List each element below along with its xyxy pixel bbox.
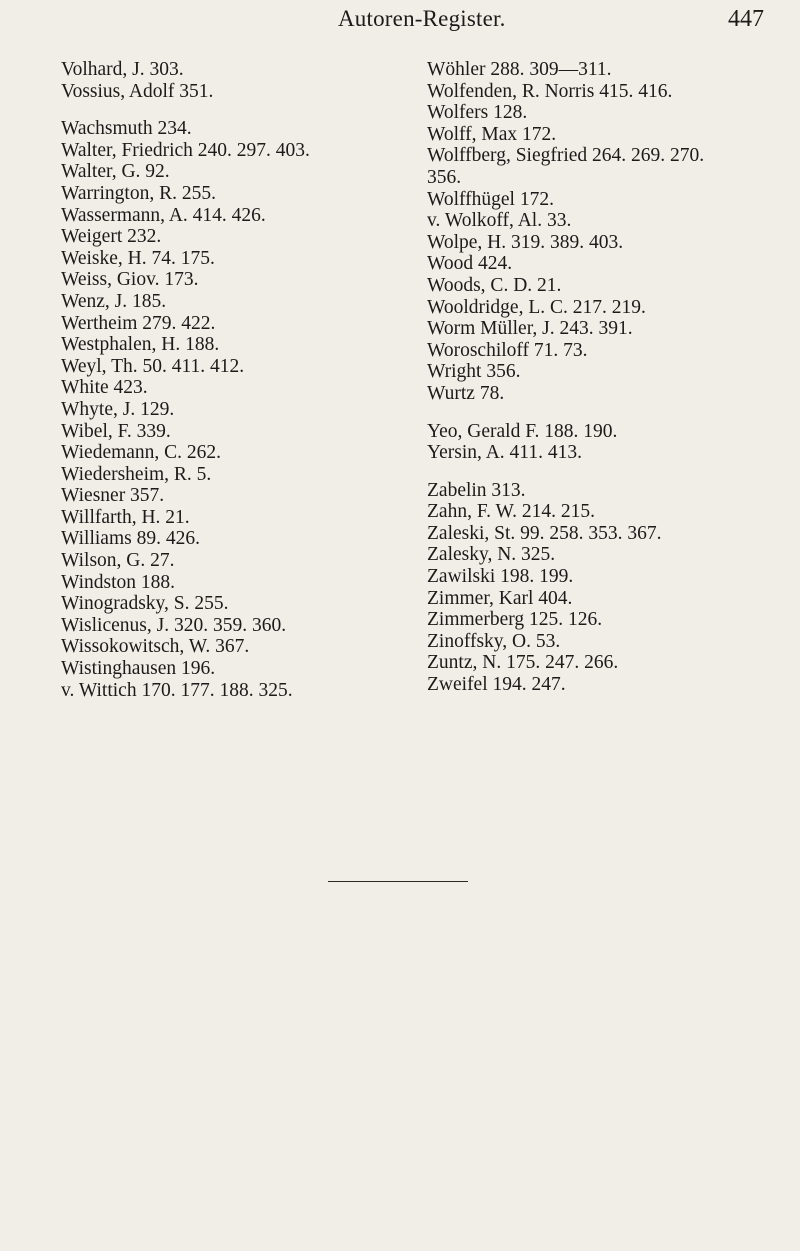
- index-entry: v. Wolkoff, Al. 33.: [427, 210, 572, 232]
- index-entry: Woods, C. D. 21.: [427, 274, 562, 296]
- page-number: 447: [728, 6, 764, 32]
- index-entry: Wissokowitsch, W. 367.: [61, 636, 250, 658]
- letter-group-gap: [427, 405, 787, 421]
- index-entry: Zimmerberg 125. 126.: [427, 609, 603, 631]
- index-entry: Williams 89. 426.: [61, 528, 200, 550]
- index-entry: White 423.: [61, 377, 148, 399]
- index-entry: Walter, Friedrich 240. 297. 403.: [61, 139, 310, 161]
- index-entry: Wenz, J. 185.: [61, 290, 167, 312]
- index-entry: Zuntz, N. 175. 247. 266.: [427, 652, 619, 674]
- letter-group-gap: [427, 464, 787, 480]
- index-entry: Woroschiloff 71. 73.: [427, 339, 588, 361]
- index-column-right: [427, 59, 787, 696]
- index-entry: Yersin, A. 411. 413.: [427, 442, 582, 464]
- end-rule: [328, 881, 468, 882]
- index-entry: Zaleski, St. 99. 258. 353. 367.: [427, 522, 662, 544]
- index-column-left: [61, 59, 401, 701]
- index-entry: Wurtz 78.: [427, 382, 505, 404]
- index-entry: Yeo, Gerald F. 188. 190.: [427, 420, 618, 442]
- index-entry: Zinoffsky, O. 53.: [427, 630, 561, 652]
- index-entry: Wislicenus, J. 320. 359. 360.: [61, 614, 287, 636]
- index-entry: Weiss, Giov. 173.: [61, 269, 199, 291]
- index-entry: Wilson, G. 27.: [61, 550, 175, 572]
- index-entry: Walter, G. 92.: [61, 161, 170, 183]
- index-entry: Windston 188.: [61, 571, 176, 593]
- index-entry: Zawilski 198. 199.: [427, 566, 574, 588]
- index-entry: Wassermann, A. 414. 426.: [61, 204, 266, 226]
- index-entry: Willfarth, H. 21.: [61, 506, 190, 528]
- index-entry: Wachsmuth 234.: [61, 118, 192, 140]
- index-entry: Whyte, J. 129.: [61, 398, 175, 420]
- index-entry: Wright 356.: [427, 361, 521, 383]
- index-entry: Worm Müller, J. 243. 391.: [427, 318, 633, 340]
- running-title: Autoren-Register.: [338, 6, 506, 31]
- index-entry: v. Wittich 170. 177. 188. 325.: [61, 679, 293, 701]
- index-entry: Zalesky, N. 325.: [427, 544, 556, 566]
- index-entry: Wiedemann, C. 262.: [61, 442, 222, 464]
- index-entry: Wolpe, H. 319. 389. 403.: [427, 231, 624, 253]
- index-entry: Wolfers 128.: [427, 102, 528, 124]
- index-entry: Wistinghausen 196.: [61, 658, 216, 680]
- index-entry: Weyl, Th. 50. 411. 412.: [61, 355, 245, 377]
- index-entry: Wertheim 279. 422.: [61, 312, 216, 334]
- index-entry: Wooldridge, L. C. 217. 219.: [427, 296, 646, 318]
- index-entry: Warrington, R. 255.: [61, 182, 216, 204]
- index-entry: Weigert 232.: [61, 226, 162, 248]
- page-header: [0, 6, 800, 36]
- letter-group-gap: [61, 102, 401, 118]
- index-entry: Wibel, F. 339.: [61, 420, 171, 442]
- index-entry: 356.: [427, 166, 462, 188]
- index-entry: Zabelin 313.: [427, 479, 526, 501]
- index-entry: Zweifel 194. 247.: [427, 674, 566, 696]
- index-entry: Winogradsky, S. 255.: [61, 593, 229, 615]
- index-entry: Wöhler 288. 309—311.: [427, 59, 612, 80]
- index-entry: Volhard, J. 303.: [61, 59, 184, 80]
- index-entry: Wolffhügel 172.: [427, 188, 554, 210]
- index-entry: Zimmer, Karl 404.: [427, 587, 573, 609]
- index-entry: Westphalen, H. 188.: [61, 334, 220, 356]
- index-entry: Weiske, H. 74. 175.: [61, 247, 215, 269]
- index-entry: Vossius, Adolf 351.: [61, 80, 214, 102]
- index-entry: Zahn, F. W. 214. 215.: [427, 501, 595, 523]
- index-entry: Wiesner 357.: [61, 485, 165, 507]
- index-entry: Wiedersheim, R. 5.: [61, 463, 212, 485]
- index-entry: Wolff, Max 172.: [427, 123, 557, 145]
- index-entry: Wolffberg, Siegfried 264. 269. 270.: [427, 145, 705, 167]
- index-entry: Wolfenden, R. Norris 415. 416.: [427, 80, 673, 102]
- index-entry: Wood 424.: [427, 253, 513, 275]
